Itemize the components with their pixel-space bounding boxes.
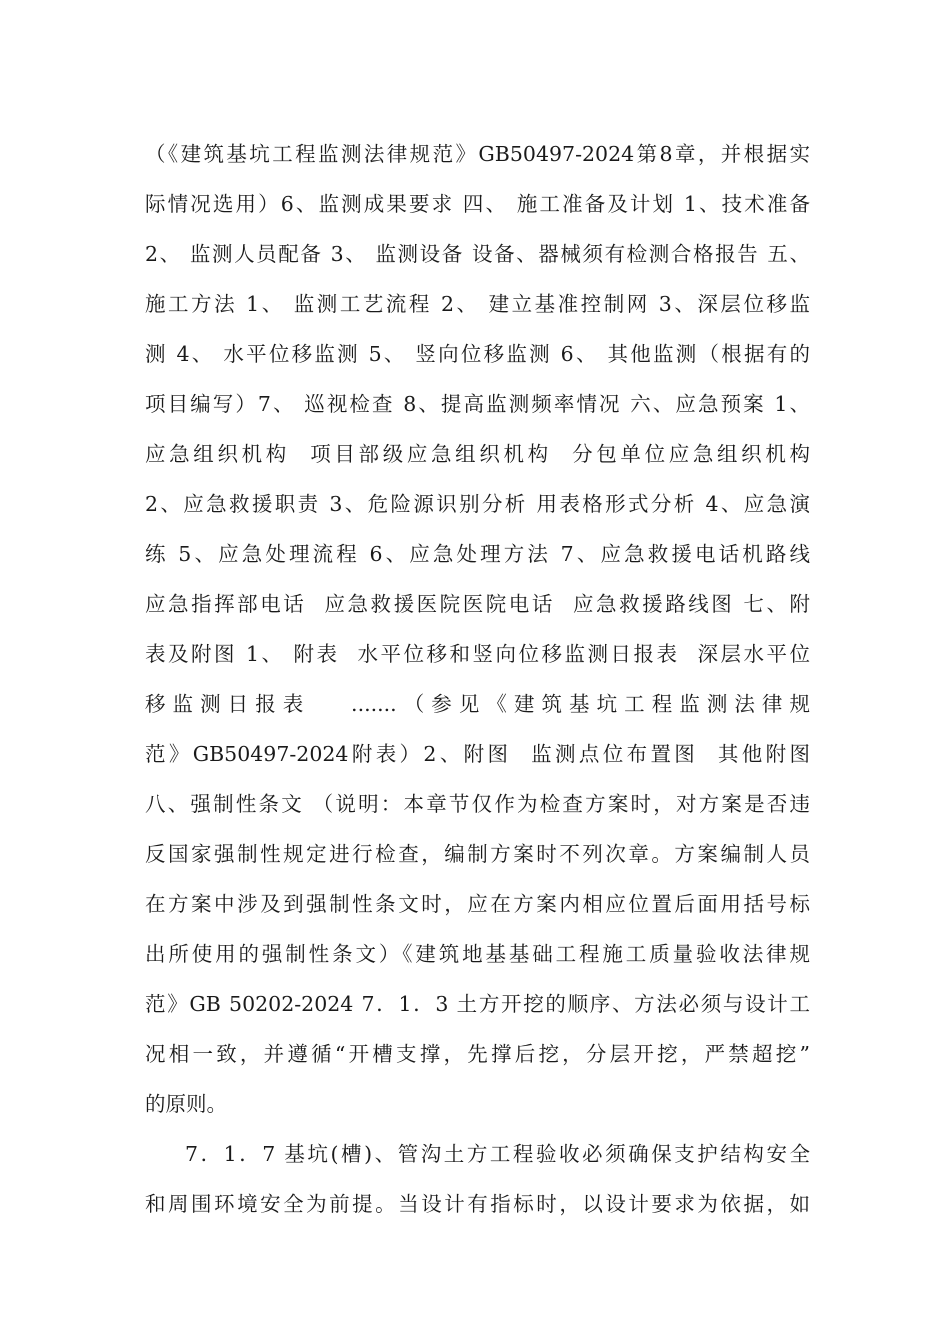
- text-line: 范》GB50497-2024附表）2、附图 监测点位布置图 其他附图: [145, 742, 810, 766]
- text-line: 施工方法 1、 监测工艺流程 2、 建立基准控制网 3、深层位移监: [145, 292, 810, 316]
- text-line: 八、强制性条文 （说明：本章节仅作为检查方案时，对方案是否违: [145, 792, 810, 816]
- text-line: 项目编写）7、 巡视检查 8、提高监测频率情况 六、应急预案 1、: [145, 392, 810, 416]
- text-line: 2、应急救援职责 3、危险源识别分析 用表格形式分析 4、应急演: [145, 492, 810, 516]
- text-line: 反国家强制性规定进行检查，编制方案时不列次章。方案编制人员: [145, 842, 810, 866]
- text-line: 测 4、 水平位移监测 5、 竖向位移监测 6、 其他监测（根据有的: [145, 342, 810, 366]
- text-line: 应急指挥部电话 应急救援医院医院电话 应急救援路线图 七、附: [145, 592, 810, 616]
- text-line: 际情况选用）6、监测成果要求 四、 施工准备及计划 1、技术准备: [145, 192, 810, 216]
- text-line: 况相一致，并遵循“开槽支撑，先撑后挖，分层开挖，严禁超挖”: [145, 1042, 810, 1066]
- text-line: 2、 监测人员配备 3、 监测设备 设备、器械须有检测合格报告 五、: [145, 242, 810, 266]
- text-line: 表及附图 1、 附表 水平位移和竖向位移监测日报表 深层水平位: [145, 642, 810, 666]
- text-line: 出所使用的强制性条文）《建筑地基基础工程施工质量验收法律规: [145, 942, 810, 966]
- text-line: （《建筑基坑工程监测法律规范》GB50497-2024第8章，并根据实: [145, 142, 810, 166]
- text-line: 应急组织机构 项目部级应急组织机构 分包单位应急组织机构: [145, 442, 810, 466]
- text-line: 7．1．7 基坑(槽)、管沟土方工程验收必须确保支护结构安全: [185, 1142, 810, 1166]
- text-line: 和周围环境安全为前提。当设计有指标时，以设计要求为依据，如: [145, 1192, 810, 1216]
- text-line: 在方案中涉及到强制性条文时，应在方案内相应位置后面用括号标: [145, 892, 810, 916]
- text-line: 范》GB 50202-2024 7．1．3 土方开挖的顺序、方法必须与设计工: [145, 992, 810, 1016]
- text-line: 移监测日报表 .......（参见《建筑基坑工程监测法律规: [145, 692, 810, 716]
- text-line: 练 5、应急处理流程 6、应急处理方法 7、应急救援电话机路线: [145, 542, 810, 566]
- text-line: 的原则。: [145, 1092, 227, 1116]
